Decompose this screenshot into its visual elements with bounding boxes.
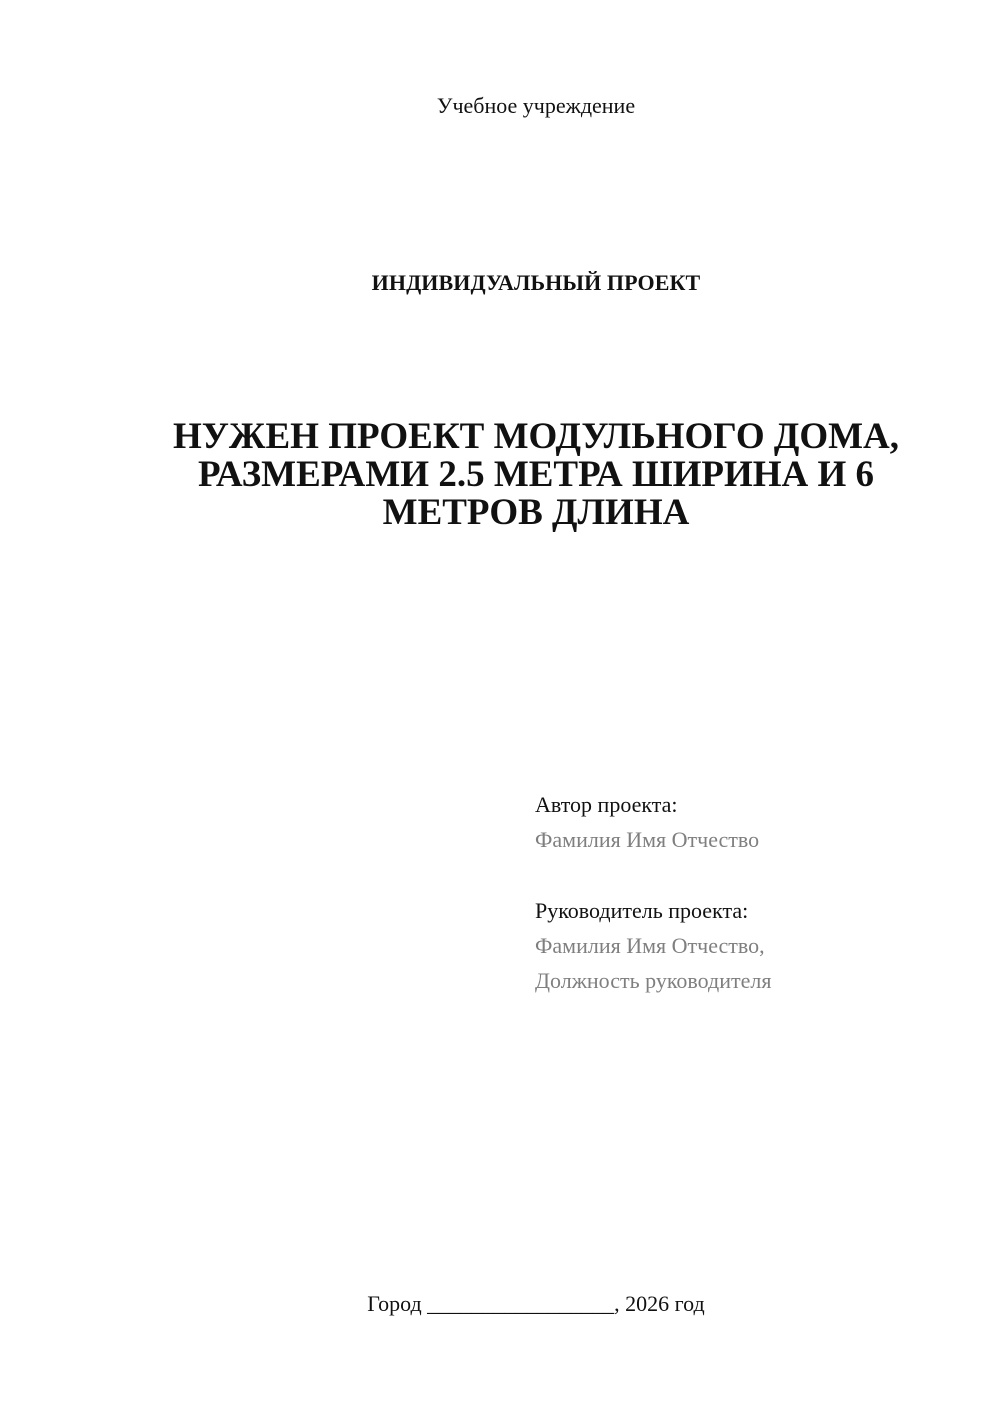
supervisor-name: Фамилия Имя Отчество, — [535, 933, 765, 958]
author-label: Автор проекта: — [535, 792, 678, 817]
supervisor-position: Должность руководителя — [535, 968, 772, 993]
project-title-line-1: НУЖЕН ПРОЕКТ МОДУЛЬНОГО ДОМА, — [172, 416, 900, 457]
supervisor-label: Руководитель проекта: — [535, 898, 749, 923]
project-title-line-3: МЕТРОВ ДЛИНА — [382, 492, 690, 533]
project-title-line-2: РАЗМЕРАМИ 2.5 МЕТРА ШИРИНА И 6 — [197, 454, 875, 495]
supervisor-block — [535, 893, 955, 998]
document-type: ИНДИВИДУАЛЬНЫЙ ПРОЕКТ — [371, 270, 701, 295]
city-year-line: Город _________________, 2026 год — [367, 1291, 705, 1316]
project-title — [130, 418, 942, 532]
institution-name: Учебное учреждение — [436, 93, 636, 118]
author-name: Фамилия Имя Отчество — [535, 827, 760, 852]
author-block — [535, 787, 955, 857]
